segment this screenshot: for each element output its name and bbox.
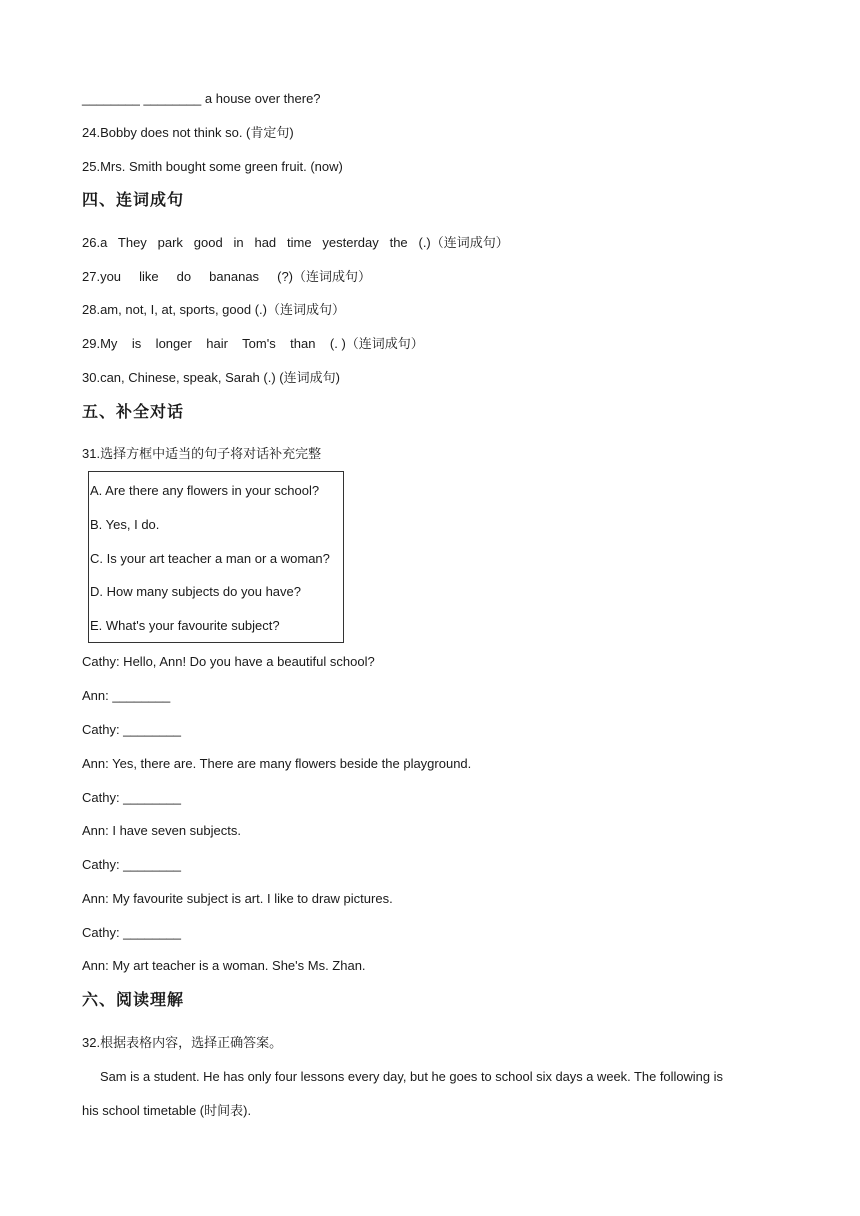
option-b: B. Yes, I do.	[90, 517, 160, 532]
option-a: A. Are there any flowers in your school?	[90, 483, 320, 498]
question-31: 31.选择方框中适当的句子将对话补充完整	[82, 446, 322, 461]
question-27: 27.you like do bananas (?)（连词成句）	[82, 269, 372, 284]
question-30: 30.can, Chinese, speak, Sarah (.) (连词成句)	[82, 370, 340, 385]
dialogue-line: Cathy: ________	[82, 790, 182, 805]
question-28: 28.am, not, I, at, sports, good (.)（连词成句）	[82, 302, 345, 317]
section-4-heading: 四、连词成句	[82, 190, 185, 209]
option-c: C. Is your art teacher a man or a woman?	[90, 551, 330, 566]
question-29: 29.My is longer hair Tom's than (. )（连词成句）	[82, 336, 424, 351]
option-e: E. What's your favourite subject?	[90, 618, 280, 633]
dialogue-line: Ann: My art teacher is a woman. She's Ms. Zhan.	[82, 958, 366, 973]
section-5-heading: 五、补全对话	[82, 402, 185, 421]
passage-line-2: his school timetable (时间表).	[82, 1103, 252, 1118]
dialogue-line: Ann: I have seven subjects.	[82, 823, 241, 838]
question-26: 26.a They park good in had time yesterday the (.)（连词成句）	[82, 235, 509, 250]
dialogue-line: Cathy: ________	[82, 857, 182, 872]
dialogue-line: Cathy: ________	[82, 722, 182, 737]
dialogue-line: Ann: My favourite subject is art. I like to draw pictures.	[82, 891, 393, 906]
dialogue-line: Ann: Yes, there are. There are many flowers beside the playground.	[82, 756, 472, 771]
section-6-heading: 六、阅读理解	[82, 990, 185, 1009]
dialogue-line: Ann: ________	[82, 688, 171, 703]
dialogue-line: Cathy: ________	[82, 925, 182, 940]
dialogue-line: Cathy: Hello, Ann! Do you have a beautiful school?	[82, 654, 375, 669]
question-32: 32.根据表格内容，选择正确答案。	[82, 1035, 283, 1050]
passage-line-1: Sam is a student. He has only four lessons every day, but he goes to school six days a week. The following is	[100, 1069, 723, 1084]
question-24: 24.Bobby does not think so. (肯定句)	[82, 125, 294, 140]
question-25: 25.Mrs. Smith bought some green fruit. (now)	[82, 159, 343, 174]
option-d: D. How many subjects do you have?	[90, 584, 301, 599]
question-23-blank-line: ________ ________ a house over there?	[82, 91, 321, 106]
